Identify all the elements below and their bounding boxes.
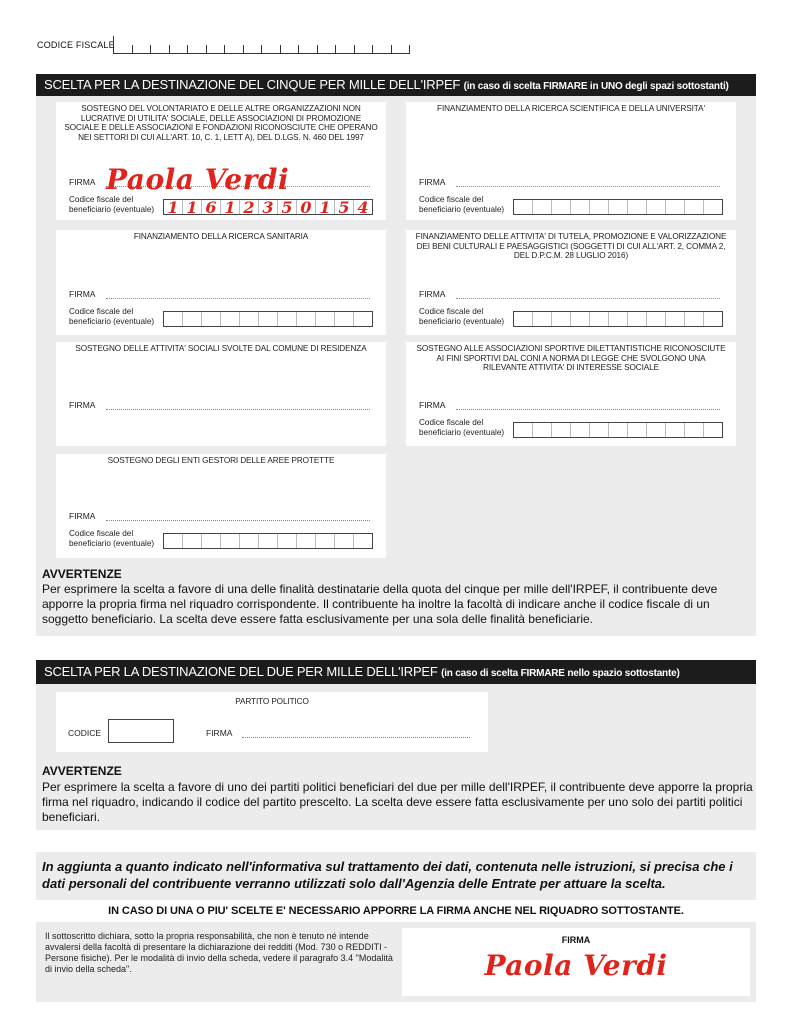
cf-digit-cell (666, 423, 685, 437)
cf-digit-cell (590, 423, 609, 437)
cf-digit-cell (514, 423, 533, 437)
due-firma-field[interactable] (242, 737, 470, 738)
cf-digit-cell (590, 200, 609, 214)
cf-digit-cell (590, 312, 609, 326)
cf-beneficiario-input[interactable] (513, 311, 723, 327)
cf-beneficiario-label (419, 307, 504, 326)
firma-label: FIRMA (69, 400, 96, 410)
cf-digit-cell: 5 (278, 200, 297, 214)
cf-digit-cell: 2 (240, 200, 259, 214)
cf-digit-cell (628, 312, 647, 326)
cf-beneficiario-input[interactable] (163, 311, 373, 327)
firma-field[interactable] (456, 186, 720, 187)
codice-fiscale-label: CODICE FISCALE (37, 40, 115, 50)
final-signature: Paola Verdi (484, 949, 668, 982)
cf-digit-cell (571, 423, 590, 437)
cf-digit-cell (533, 200, 552, 214)
firma-label: FIRMA (69, 511, 96, 521)
due-title-note: (in caso di scelta FIRMARE nello spazio sottostante) (441, 668, 680, 679)
cf-digit-cell (647, 200, 666, 214)
cf-digit-cell (685, 200, 704, 214)
cf-beneficiario-label (419, 195, 504, 214)
cf-beneficiario-label-line2: beneficiario (eventuale) (419, 427, 505, 437)
cf-digit-cell (183, 534, 202, 548)
firma-field[interactable] (456, 409, 720, 410)
firma-field[interactable] (106, 520, 370, 521)
cf-digit-cell (609, 423, 628, 437)
codice-label: CODICE (68, 728, 102, 738)
cinque-avvertenze-text: Per esprimere la scelta a favore di una delle finalità destinatarie della quota del cinque per mille dell'IRPEF, il contribuente deve apporre la propria firma nel riquadro corrispondente. Il contribuente ha inoltre la facoltà di indicare anche il codice fiscale di un soggetto beneficiario. La scelta deve essere fatta esclusivamente per una sola delle finalità beneficiarie. (42, 582, 718, 626)
cf-digit-cell (221, 312, 240, 326)
cf-digit-cell: 1 (183, 200, 202, 214)
cf-beneficiario-label-line1: Codice fiscale del (69, 195, 134, 204)
cf-digit-cell: 0 (297, 200, 316, 214)
cinque-card-title: FINANZIAMENTO DELLA RICERCA SCIENTIFICA E DELLA UNIVERSITA' (437, 104, 705, 113)
cf-digit-cell (685, 423, 704, 437)
cf-digit-cell (514, 312, 533, 326)
cf-digit-cell (552, 312, 571, 326)
cinque-avvertenze-title: AVVERTENZE (42, 567, 122, 581)
cf-beneficiario-input[interactable] (163, 533, 373, 549)
firma-label: FIRMA (419, 400, 446, 410)
cf-digit-cell (533, 423, 552, 437)
cf-digit-cell (354, 534, 372, 548)
cf-digit-cell (335, 312, 354, 326)
cf-digit-cell (666, 200, 685, 214)
cinque-card-title: FINANZIAMENTO DELLA RICERCA SANITARIA (133, 232, 309, 241)
due-avvertenze-title: AVVERTENZE (42, 764, 122, 778)
cf-beneficiario-input[interactable] (513, 422, 723, 438)
cf-digit-cell: 5 (335, 200, 354, 214)
cinque-card-title: SOSTEGNO DELLE ATTIVITA' SOCIALI SVOLTE DAL COMUNE DI RESIDENZA (75, 344, 367, 353)
cf-digit-cell: 1 (221, 200, 240, 214)
cf-beneficiario-label-line2: beneficiario (eventuale) (419, 204, 505, 214)
firma-field[interactable] (456, 298, 720, 299)
cf-digit-cell (609, 200, 628, 214)
cf-digit-cell (571, 200, 590, 214)
cf-digit-cell (685, 312, 704, 326)
cf-digit-cell (259, 534, 278, 548)
cinque-card-title: SOSTEGNO ALLE ASSOCIAZIONI SPORTIVE DILETTANTISTICHE RICONOSCIUTE AI FINI SPORTIVI DAL CONI A NORMA DI LEGGE CHE SVOLGONO UNA RILEVANTE ATTIVITA' DI INTERESSE SOCIALE (416, 344, 726, 372)
cf-beneficiario-label (69, 307, 154, 326)
firma-label: FIRMA (69, 289, 96, 299)
cf-digit-cell (571, 312, 590, 326)
cf-beneficiario-label-line1: Codice fiscale del (419, 195, 484, 204)
cf-digit-cell (316, 312, 335, 326)
cf-digit-cell (628, 200, 647, 214)
final-firma-label: FIRMA (561, 935, 591, 945)
codice-partito-input[interactable] (108, 719, 174, 743)
cf-digit-cell (278, 312, 297, 326)
due-firma-label: FIRMA (206, 728, 233, 738)
cinque-card-title: SOSTEGNO DEGLI ENTI GESTORI DELLE AREE PROTETTE (107, 456, 335, 465)
cf-digit-cell (609, 312, 628, 326)
cf-digit-cell (704, 200, 722, 214)
cf-digit-cell: 1 (164, 200, 183, 214)
cf-beneficiario-label-line1: Codice fiscale del (419, 307, 484, 316)
cf-digit-cell (354, 312, 372, 326)
cf-digit-cell (552, 423, 571, 437)
codice-fiscale-input[interactable] (113, 36, 410, 54)
cf-digit-cell (514, 200, 533, 214)
due-avvertenze-text: Per esprimere la scelta a favore di uno dei partiti politici beneficiari del due per mille dell'IRPEF, il contribuente deve apporre la propria firma nel riquadro, indicando il codice del partito prescelto. La scelta deve essere fatta esclusivamente per uno solo dei partiti politici beneficiari. (42, 780, 753, 824)
firma-label: FIRMA (419, 177, 446, 187)
cf-digit-cell (240, 534, 259, 548)
cf-digit-cell (647, 312, 666, 326)
firma-field[interactable] (106, 409, 370, 410)
signature: Paola Verdi (106, 163, 290, 196)
cf-beneficiario-label (419, 418, 504, 437)
cf-beneficiario-label (69, 195, 154, 214)
cf-digit-cell (297, 312, 316, 326)
cinque-card-title: FINANZIAMENTO DELLE ATTIVITA' DI TUTELA, PROMOZIONE E VALORIZZAZIONE DEI BENI CULTURALI E PAESAGGISTICI (SOGGETTI DI CUI ALL'ART. 2, COMMA 2, DEL D.P.C.M. 28 LUGLIO 2016) (415, 232, 727, 260)
cf-digit-cell (628, 423, 647, 437)
cf-digit-cell (704, 312, 722, 326)
cf-digit-cell (164, 312, 183, 326)
cinque-per-mille-header (36, 74, 756, 96)
cf-digit-cell: 4 (357, 198, 369, 217)
cf-digit-cell: 3 (259, 200, 278, 214)
firma-label: FIRMA (419, 289, 446, 299)
cf-digit-cell (335, 534, 354, 548)
cf-beneficiario-label-line1: Codice fiscale del (69, 307, 134, 316)
cf-digit-cell (240, 312, 259, 326)
cf-digit-cell: 6 (202, 200, 221, 214)
cf-digit-cell (164, 534, 183, 548)
cf-beneficiario-label-line1: Codice fiscale del (419, 418, 484, 427)
cf-digit-cell (221, 534, 240, 548)
cf-beneficiario-label-line2: beneficiario (eventuale) (69, 204, 155, 214)
cf-digit-cell (297, 534, 316, 548)
cf-beneficiario-label (69, 529, 154, 548)
obbligo-firma-text: IN CASO DI UNA O PIU' SCELTE E' NECESSARIO APPORRE LA FIRMA ANCHE NEL RIQUADRO SOTTOSTANTE. (108, 905, 684, 917)
cf-digit-cell (316, 534, 335, 548)
cf-digit-cell (647, 423, 666, 437)
cinque-card (56, 342, 386, 446)
due-title: SCELTA PER LA DESTINAZIONE DEL DUE PER MILLE DELL'IRPEF (44, 664, 438, 679)
cf-beneficiario-input[interactable] (513, 199, 723, 215)
cf-digit-cell (533, 312, 552, 326)
cf-digit-cell (704, 423, 722, 437)
cf-beneficiario-label-line1: Codice fiscale del (69, 529, 134, 538)
cf-beneficiario-input[interactable] (163, 199, 373, 215)
cf-digit-cell (278, 534, 297, 548)
cf-beneficiario-label-line2: beneficiario (eventuale) (419, 316, 505, 326)
cinque-card-title: SOSTEGNO DEL VOLONTARIATO E DELLE ALTRE ORGANIZZAZIONI NON LUCRATIVE DI UTILITA' SOCIALE, DELLE ASSOCIAZIONI DI PROMOZIONE SOCIALE E DELLE ASSOCIAZIONI E FONDAZIONI RICONOSCIUTE CHE OPERANO NEI SETTORI DI CUI ALL'ART. 10, C. 1, LETT A), DEL D.LGS. N. 460 DEL 1997 (64, 104, 378, 142)
cf-digit-cell (259, 312, 278, 326)
partito-title: PARTITO POLITICO (235, 697, 309, 706)
cf-digit-cell: 1 (316, 200, 335, 214)
privacy-note: In aggiunta a quanto indicato nell'informativa sul trattamento dei dati, contenuta nelle istruzioni, si precisa che i dati personali del contribuente verranno utilizzati solo dall'Agenzia delle Entrate per attuare la scelta. (42, 859, 733, 891)
cinque-title: SCELTA PER LA DESTINAZIONE DEL CINQUE PER MILLE DELL'IRPEF (44, 77, 461, 92)
cf-digit-cell (666, 312, 685, 326)
due-per-mille-header (36, 660, 756, 684)
dichiarazione-text: Il sottoscritto dichiara, sotto la propria responsabilità, che non è tenuto né intende avvalersi della facoltà di presentare la dichiarazione dei redditi (Mod. 730 o REDDITI - Persone fisiche). Per le modalità di invio della scheda, vedere il paragrafo 3.4 "Modalità di invio della scheda". (45, 931, 393, 974)
cf-digit-cell (552, 200, 571, 214)
cf-beneficiario-label-line2: beneficiario (eventuale) (69, 538, 155, 548)
firma-field[interactable] (106, 298, 370, 299)
cinque-title-note: (in caso di scelta FIRMARE in UNO degli spazi sottostanti) (463, 81, 729, 92)
firma-label: FIRMA (69, 177, 96, 187)
cf-beneficiario-label-line2: beneficiario (eventuale) (69, 316, 155, 326)
cf-digit-cell (202, 534, 221, 548)
cf-digit-cell (202, 312, 221, 326)
cf-digit-cell (183, 312, 202, 326)
